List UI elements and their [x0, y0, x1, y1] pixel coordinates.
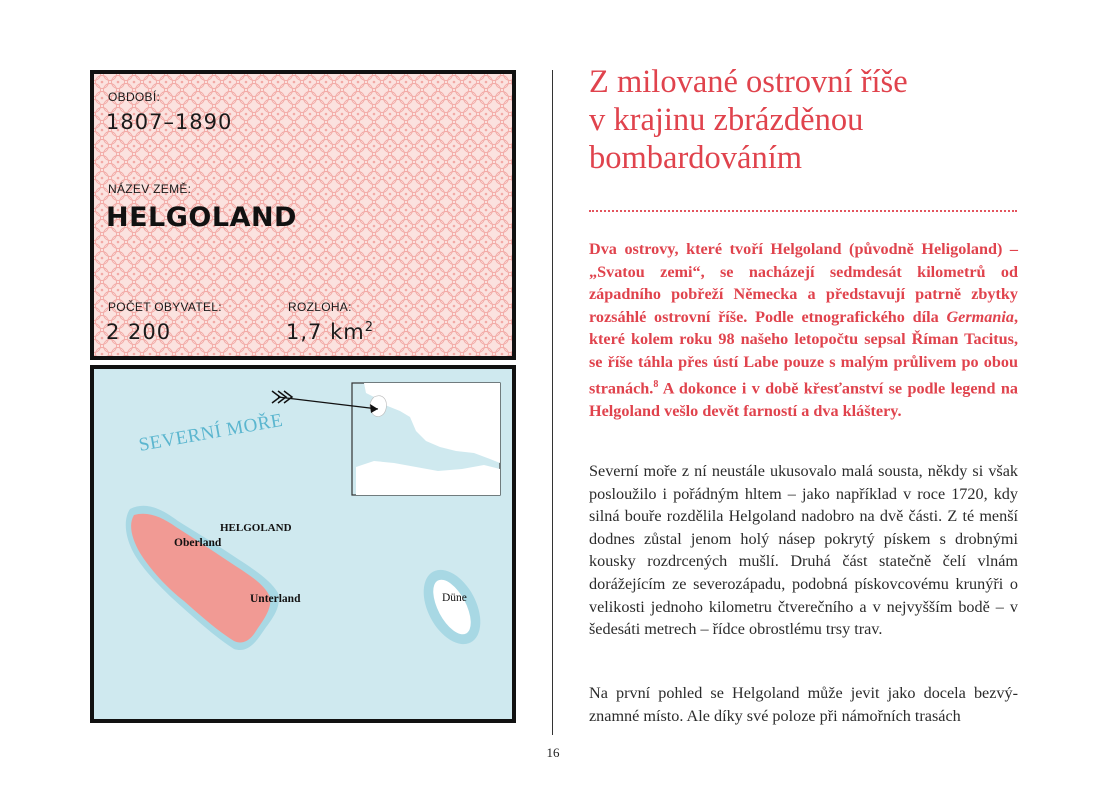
footnote-ref: 8	[653, 378, 659, 390]
map-drawing	[94, 369, 512, 719]
inset-map	[272, 383, 500, 495]
country-name-value: HELGOLAND	[106, 202, 297, 233]
island-label: HELGOLAND	[220, 522, 292, 534]
title-line-1: Z milované ostrovní říše	[589, 64, 908, 100]
period-value: 1807–1890	[106, 110, 233, 134]
area-label: ROZLOHA:	[288, 300, 352, 314]
page-number: 16	[546, 745, 560, 760]
helgoland-map	[90, 365, 516, 723]
oberland-label: Oberland	[174, 537, 222, 549]
country-name-label: NÁZEV ZEMĚ:	[108, 182, 192, 196]
population-label: POČET OBYVATEL:	[108, 300, 222, 314]
lead-germania: Germania	[946, 307, 1014, 326]
period-label: OBDOBÍ:	[108, 90, 161, 104]
sea-label: SEVERNÍ MOŘE	[137, 409, 285, 456]
column-divider	[552, 70, 553, 735]
info-card	[90, 70, 516, 360]
lead-text-1: Dva ostrovy, které tvoří Helgoland (původně Heligoland) – „Svatou zemi“, se nacházejí sedmdesát kilometrů od západního pobřeží Německa a představují patrně zbytky rozsáhlé ostrovní říše. Podle etnografického díla	[589, 240, 1018, 326]
lead-paragraph	[589, 238, 1018, 422]
area-superscript: 2	[364, 320, 374, 335]
article-title	[589, 63, 1029, 177]
title-line-3: bombardováním	[589, 140, 803, 176]
lead-text-3: A dokonce i v době křesťanství se podle legend na Helgoland vešlo devět farností a dva kláštery.	[589, 378, 1018, 420]
title-line-2: v krajinu zbrázděnou	[589, 102, 864, 138]
dotted-separator	[589, 210, 1017, 212]
body-paragraph-2: Na první pohled se Helgoland může jevit jako docela bezvýznamné místo. Ale díky své poloze při námořních trasách	[589, 684, 1018, 725]
population-value: 2 200	[106, 320, 172, 344]
dune-label: Düne	[442, 592, 467, 604]
unterland-label: Unterland	[250, 593, 301, 605]
area-value	[286, 320, 374, 344]
area-number: 1,7 km	[286, 320, 365, 344]
body-paragraph-1: Severní moře z ní neustále ukusovalo malá sousta, někdy si však posloužilo i pořádným hltem – jako například v roce 1720, kdy silná bouře rozdělila Helgoland nadobro na dvě části. Z té menší dodnes zůstal jenom holý násep pokrytý pískem s drobnými kousky rozdrcených mušlí. Druhá část statečně čelí vlnám dorážejícím ze severozápadu, podobná pískovcovému krunýři o velikosti jednoho kilometru čtverečního a v nejvyšším bodě – v šedesáti metrech – řídce obrostlému trsy trav.	[589, 462, 1018, 639]
lead-text-2: , které kolem roku 98 našeho letopočtu sepsal Říman Tacitus, se říše táhla přes ústí Labe pouze s malým průlivem po obou stranách.	[589, 307, 1018, 397]
